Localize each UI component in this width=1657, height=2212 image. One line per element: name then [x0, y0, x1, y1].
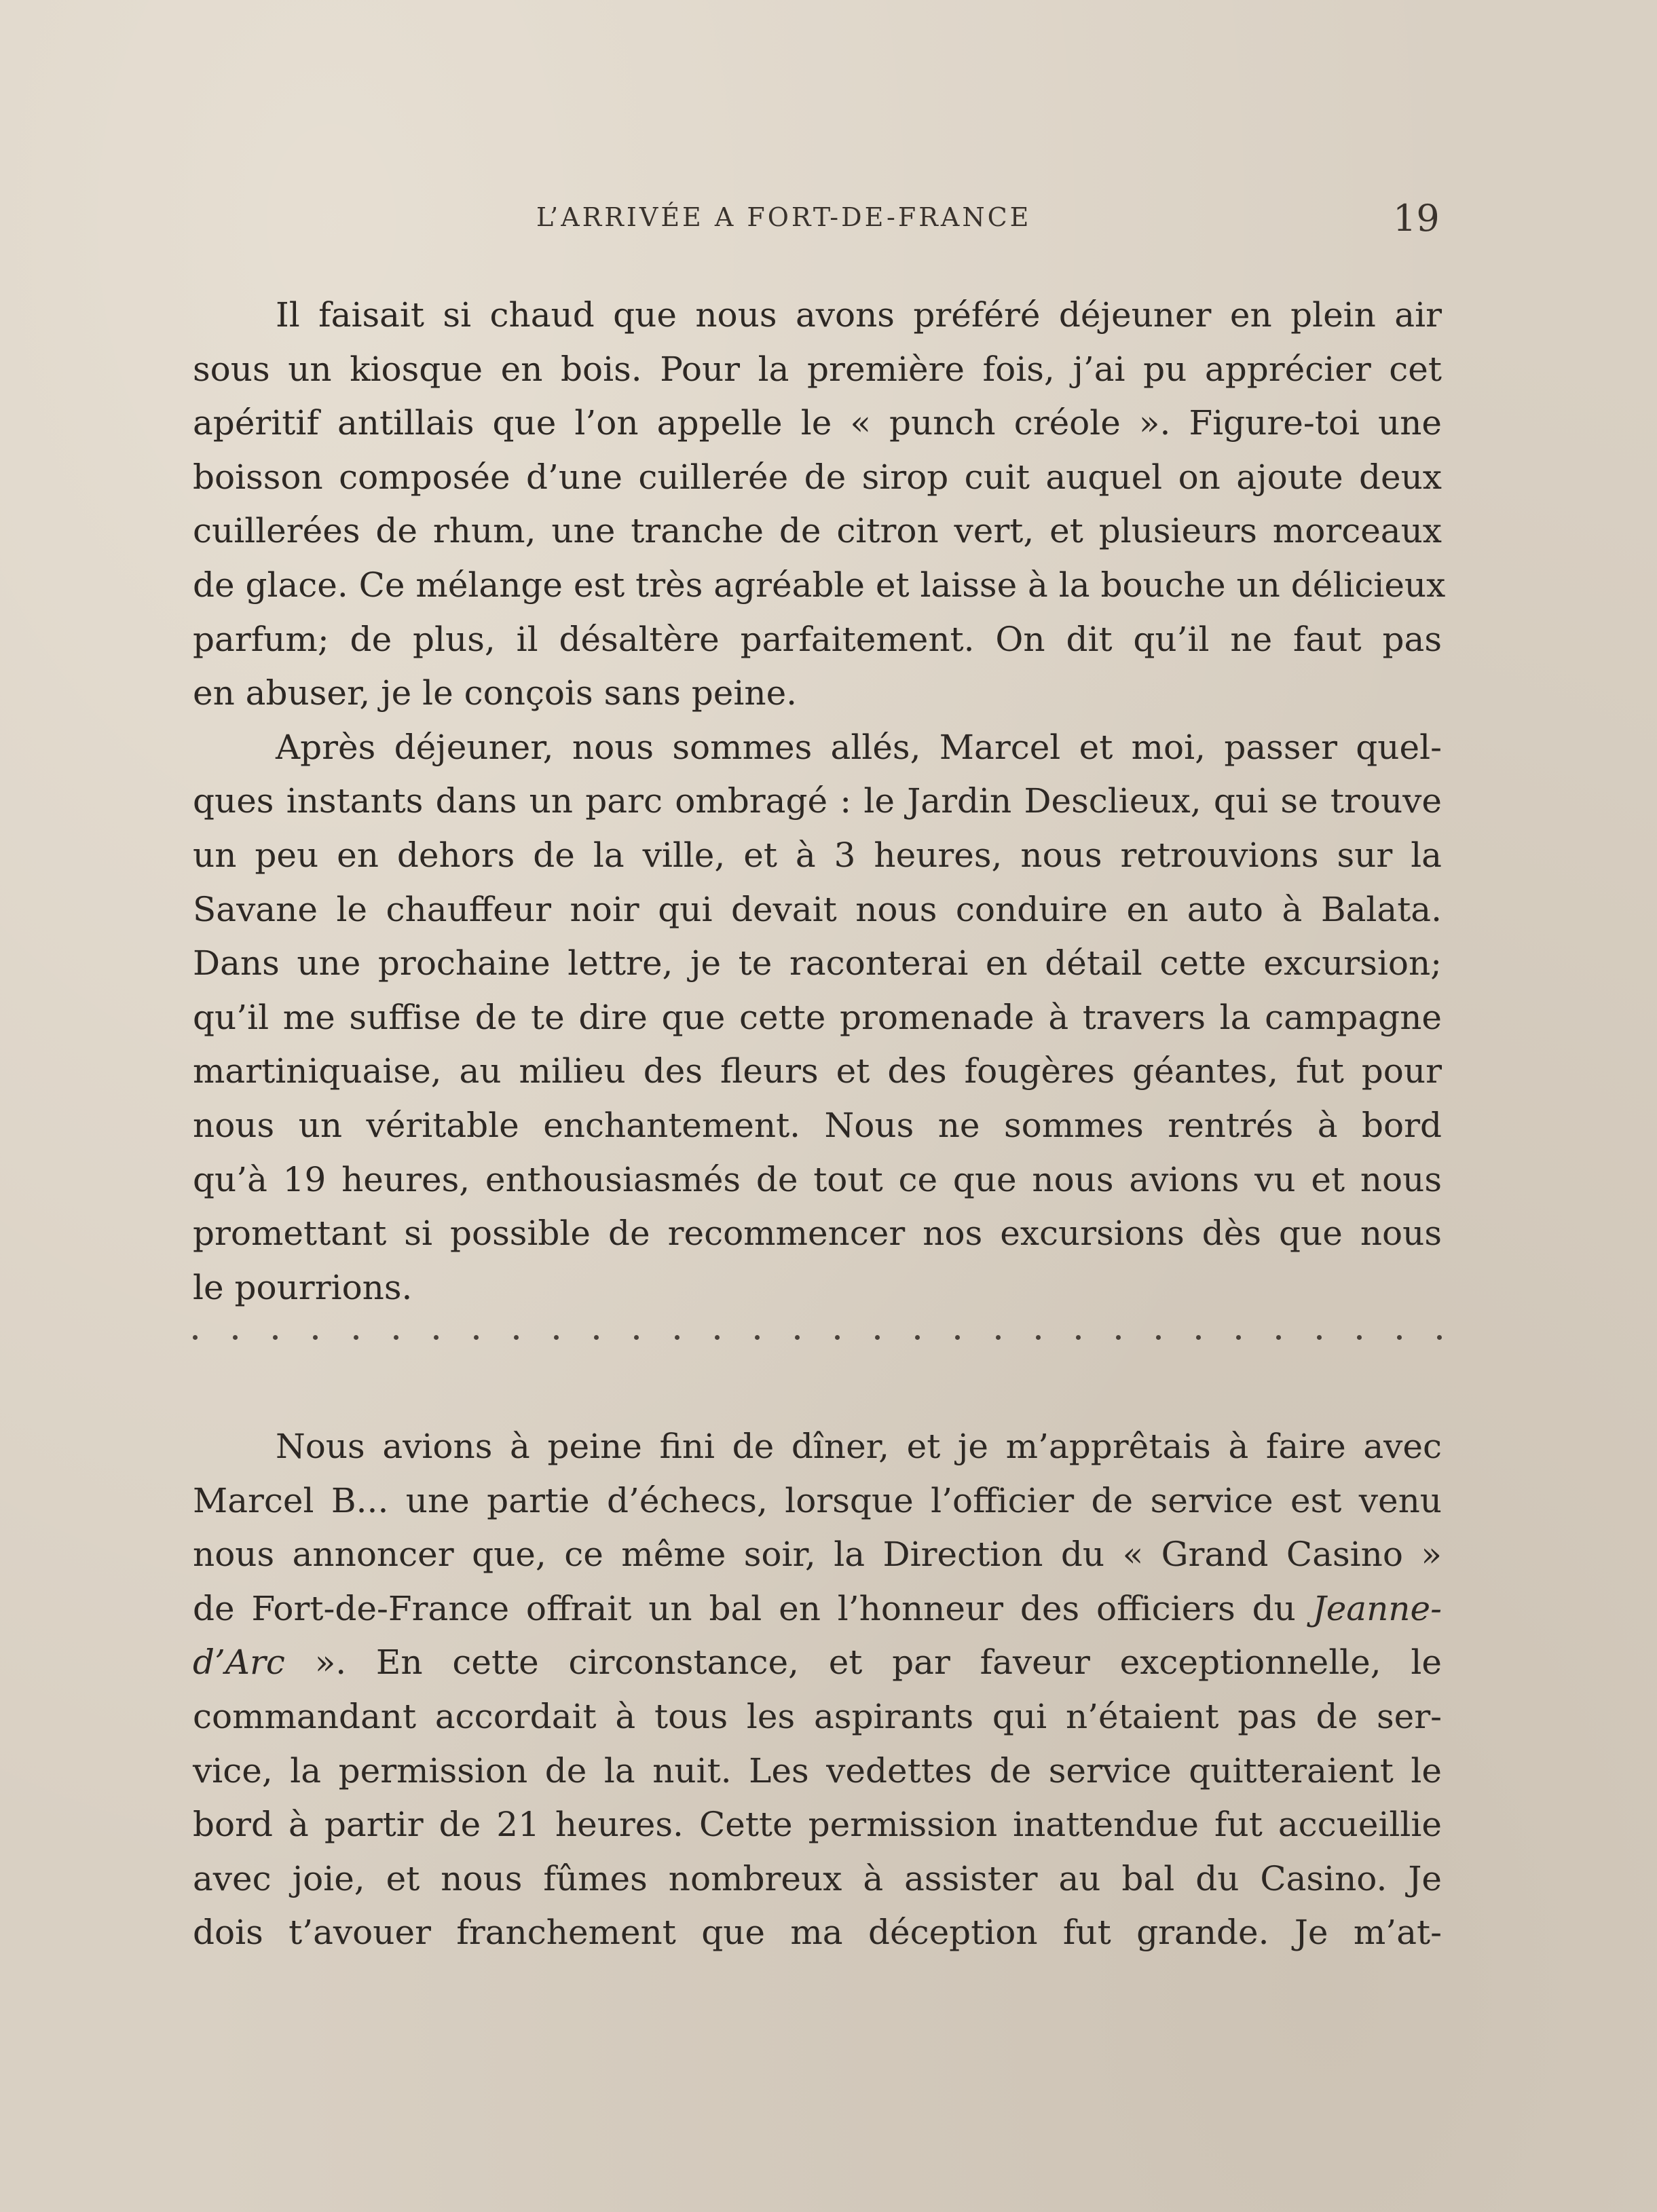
separator-dot [1116, 1335, 1121, 1340]
separator-dot [193, 1335, 198, 1340]
text-line: Marcel B... une partie d’échecs, lorsque l’officier de service est venu [193, 1480, 1442, 1520]
separator-dot [313, 1335, 318, 1340]
separator-dot [1236, 1335, 1241, 1340]
ship-name-italic: Jeanne- [1312, 1588, 1442, 1628]
separator-dot [634, 1335, 639, 1340]
text-line: commandant accordait à tous les aspirants qui n’étaient pas de ser- [193, 1696, 1442, 1736]
text-line [193, 1636, 1442, 1690]
separator-dot [955, 1335, 960, 1340]
text-line: de glace. Ce mélange est très agréable et laisse à la bouche un délicieux [193, 565, 1446, 605]
text-line: ques instants dans un parc ombragé : le Jardin Desclieux, qui se trouve [193, 781, 1442, 821]
separator-dot [795, 1335, 800, 1340]
separator-dot [594, 1335, 599, 1340]
text-segment: ». En cette circonstance, et par faveur exceptionnelle, le [314, 1643, 1442, 1683]
running-head [0, 197, 1657, 243]
text-line: parfum; de plus, il désaltère parfaitement. On dit qu’il ne faut pas [193, 619, 1442, 659]
text-line [193, 1582, 1442, 1636]
separator-dot [1156, 1335, 1161, 1340]
text-line: nous annoncer que, ce même soir, la Direction du « Grand Casino » [193, 1535, 1442, 1575]
separator-dot [1276, 1335, 1281, 1340]
paragraph-group-2 [193, 1420, 1442, 1960]
separator-dot [675, 1335, 679, 1340]
separator-dot [755, 1335, 760, 1340]
separator-dot [434, 1335, 439, 1340]
separator-dot [273, 1335, 278, 1340]
text-line: le pourrions. [193, 1267, 413, 1307]
separator-dot [1357, 1335, 1362, 1340]
text-line: dois t’avouer franchement que ma déception fut grande. Je m’at- [193, 1913, 1442, 1953]
section-break-dots [193, 1324, 1442, 1351]
separator-dot [715, 1335, 720, 1340]
running-title: L’ARRIVÉE A FORT-DE-FRANCE [536, 202, 1032, 232]
text-line: bord à partir de 21 heures. Cette permission inattendue fut accueillie [193, 1805, 1442, 1845]
separator-dot [1397, 1335, 1402, 1340]
separator-dot [354, 1335, 358, 1340]
text-line: nous un véritable enchantement. Nous ne sommes rentrés à bord [193, 1105, 1442, 1145]
text-line: qu’à 19 heures, enthousiasmés de tout ce que nous avions vu et nous [193, 1159, 1442, 1199]
text-line: martiniquaise, au milieu des fleurs et des fougères géantes, fut pour [193, 1051, 1442, 1091]
text-line: un peu en dehors de la ville, et à 3 heures, nous retrouvions sur la [193, 835, 1442, 875]
separator-dot [1196, 1335, 1201, 1340]
text-line: Après déjeuner, nous sommes allés, Marcel et moi, passer quel- [276, 727, 1442, 767]
separator-dot [474, 1335, 479, 1340]
text-line: Savane le chauffeur noir qui devait nous conduire en auto à Balata. [193, 889, 1442, 929]
separator-dot [875, 1335, 880, 1340]
separator-dot [554, 1335, 559, 1340]
separator-dot [1317, 1335, 1322, 1340]
separator-dot [233, 1335, 238, 1340]
separator-dot [1076, 1335, 1081, 1340]
text-line: Il faisait si chaud que nous avons préféré déjeuner en plein air [276, 295, 1442, 335]
text-line: Nous avions à peine fini de dîner, et je m’apprêtais à faire avec [276, 1427, 1442, 1466]
text-line: qu’il me suffise de te dire que cette promenade à travers la campagne [193, 997, 1442, 1037]
text-line: boisson composée d’une cuillerée de sirop cuit auquel on ajoute deux [193, 457, 1442, 497]
separator-dot [996, 1335, 1001, 1340]
text-segment: de Fort-de-France offrait un bal en l’honneur des officiers du [193, 1588, 1313, 1628]
separator-dot [1036, 1335, 1041, 1340]
text-line: cuillerées de rhum, une tranche de citron vert, et plusieurs morceaux [193, 511, 1442, 551]
page-number: 19 [1393, 197, 1440, 240]
text-line: apéritif antillais que l’on appelle le « punch créole ». Figure-toi une [193, 403, 1442, 443]
text-line: promettant si possible de recommencer nos excursions dès que nous [193, 1214, 1442, 1254]
ship-name-italic: d’Arc [193, 1643, 285, 1683]
separator-dot [394, 1335, 398, 1340]
separator-dot [514, 1335, 519, 1340]
separator-dot [1437, 1335, 1442, 1340]
text-line: vice, la permission de la nuit. Les vedettes de service quitteraient le [193, 1750, 1442, 1791]
separator-dot [915, 1335, 920, 1340]
text-line: sous un kiosque en bois. Pour la première fois, j’ai pu apprécier cet [193, 349, 1442, 389]
paragraph-group-1 [193, 288, 1446, 1315]
text-line: Dans une prochaine lettre, je te raconterai en détail cette excursion; [193, 943, 1442, 983]
text-line: avec joie, et nous fûmes nombreux à assister au bal du Casino. Je [193, 1858, 1442, 1898]
text-line: en abuser, je le conçois sans peine. [193, 673, 798, 713]
separator-dot [835, 1335, 840, 1340]
